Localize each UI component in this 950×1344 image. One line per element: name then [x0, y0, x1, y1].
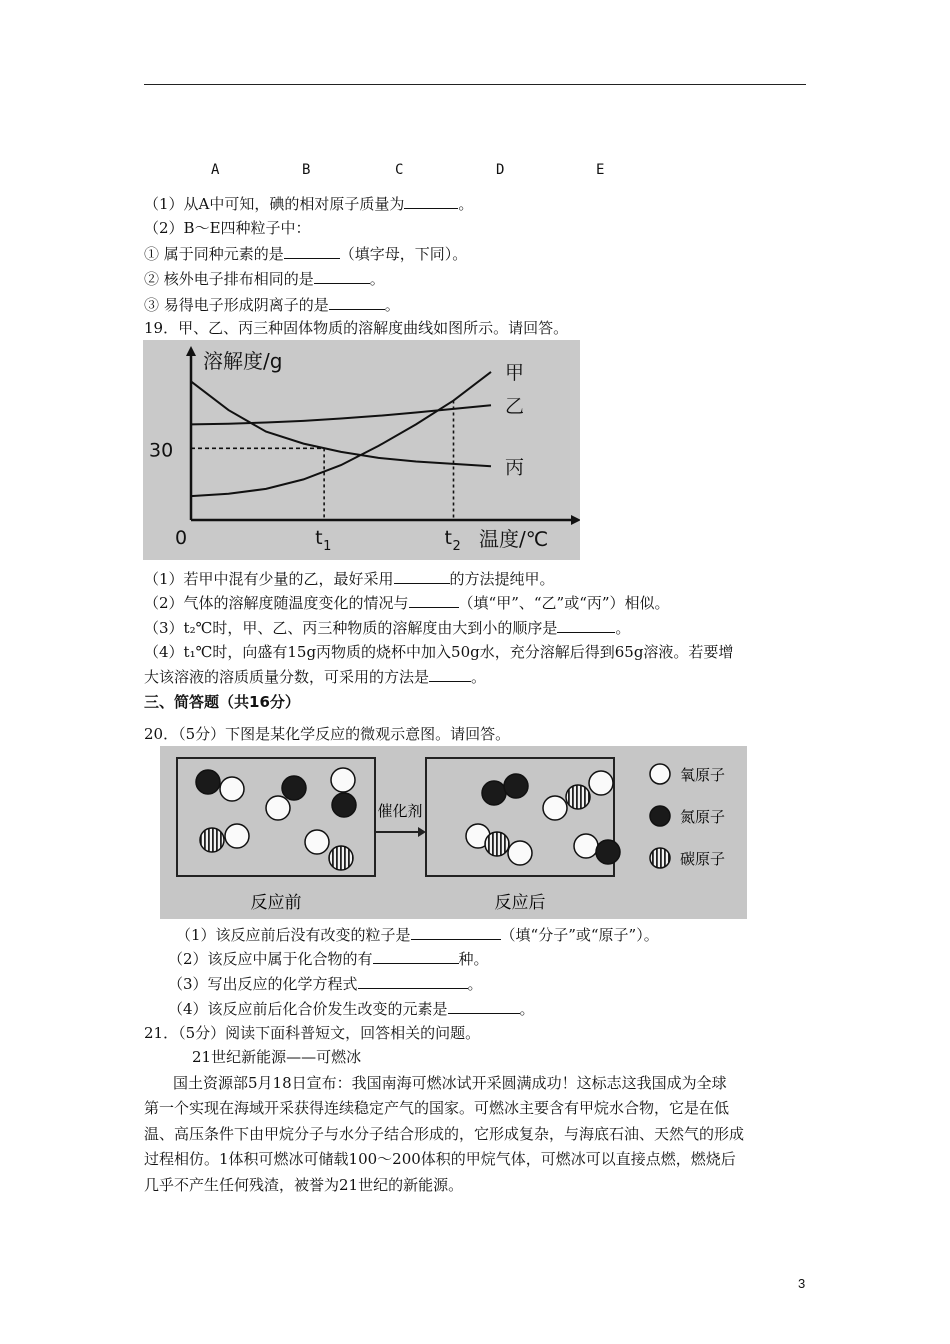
q21-line4: 过程相仿。1体积可燃冰可储载100～200体积的甲烷气体，可燃冰可以直接点燃，燃烧后: [144, 1150, 736, 1168]
oxygen-atom: [589, 771, 613, 795]
series-label-1: 乙: [505, 395, 525, 418]
solubility-chart: [143, 340, 580, 560]
q21-line1: 国土资源部5月18日宣布：我国南海可燃冰试开采圆满成功！这标志这我国成为全球: [173, 1074, 727, 1092]
legend: [650, 764, 725, 868]
oxygen-legend-icon: [650, 764, 670, 784]
x-axis-label: 温度/℃: [479, 527, 549, 551]
y-axis-label: 溶解度/g: [203, 349, 283, 373]
y-tick-30: 30: [149, 439, 174, 462]
nitrogen-atom: [282, 776, 306, 800]
oxygen-atom: [574, 834, 598, 858]
x-tick-t1: t: [315, 527, 323, 549]
x-tick-sub-2: 2: [452, 539, 461, 554]
page-number: 3: [798, 1276, 806, 1291]
q19-part4b: 大该溶液的溶质质量分数，可采用的方法是 。: [144, 668, 487, 686]
carbon-atom: [329, 846, 353, 870]
q19-part4: （4）t₁℃时，向盛有15g丙物质的烧杯中加入50g水，充分溶解后得到65g溶液。若要增: [144, 643, 734, 661]
before-label: 反应前: [250, 893, 302, 913]
carbon-atom: [200, 828, 224, 852]
legend-carbon: 碳原子: [680, 850, 726, 868]
q21-line2: 第一个实现在海域开采获得连续稳定产气的国家。可燃冰主要含有甲烷水合物，它是在低: [144, 1099, 730, 1117]
oxygen-atom: [331, 768, 355, 792]
origin-label: 0: [175, 527, 188, 549]
reaction-diagram: [160, 746, 747, 919]
legend-oxygen: 氧原子: [680, 766, 726, 784]
carbon-atom: [566, 785, 590, 809]
nitrogen-atom: [482, 781, 506, 805]
catalyst-label: 催化剂: [377, 802, 423, 820]
label-b: B: [302, 162, 311, 178]
q20-part1: （1）该反应前后没有改变的粒子是 （填“分子”或“原子”）。: [176, 926, 659, 944]
q20-stem: 20．（5分）下图是某化学反应的微观示意图。请回答。: [144, 725, 511, 743]
q18-part2b: ② 核外电子排布相同的是 。: [144, 270, 385, 288]
q19-part1: （1）若甲中混有少量的乙，最好采用 的方法提纯甲。: [144, 570, 555, 588]
x-tick-t2: t: [444, 527, 452, 549]
nitrogen-atom: [332, 793, 356, 817]
q21-title: 21世纪新能源——可燃冰: [192, 1048, 362, 1066]
q18-part2: （2）B～E四种粒子中：: [144, 219, 311, 237]
oxygen-atom: [305, 830, 329, 854]
oxygen-atom: [508, 841, 532, 865]
q18-part1: （1）从A中可知，碘的相对原子质量为 。: [144, 195, 474, 213]
oxygen-atom: [266, 796, 290, 820]
nitrogen-atom: [504, 774, 528, 798]
q19-part3: （3）t₂℃时，甲、乙、丙三种物质的溶解度由大到小的顺序是 。: [144, 619, 631, 637]
nitrogen-atom: [196, 770, 220, 794]
oxygen-atom: [220, 777, 244, 801]
label-a: A: [211, 162, 220, 178]
series-label-0: 甲: [505, 361, 525, 384]
carbon-atom: [485, 832, 509, 856]
q20-part2: （2）该反应中属于化合物的有 种。: [168, 950, 489, 968]
label-c: C: [395, 162, 404, 178]
q20-part3: （3）写出反应的化学方程式 。: [168, 975, 483, 993]
series-label-2: 丙: [505, 456, 525, 479]
q18-part2c: ③ 易得电子形成阴离子的是 。: [144, 296, 400, 314]
nitrogen-atom: [596, 840, 620, 864]
q18-part2a: ① 属于同种元素的是 （填字母，下同）。: [144, 245, 468, 263]
q21-line3: 温、高压条件下由甲烷分子与水分子结合形成的，它形成复杂，与海底石油、天然气的形成: [144, 1125, 745, 1143]
carbon-legend-icon: [650, 848, 670, 868]
after-label: 反应后: [494, 893, 546, 913]
q19-part2: （2）气体的溶解度随温度变化的情况与 （填“甲”、“乙”或“丙”）相似。: [144, 594, 670, 612]
section-3-heading: 三、简答题（共16分）: [144, 693, 300, 711]
label-d: D: [496, 162, 505, 178]
q20-part4: （4）该反应前后化合价发生改变的元素是 。: [168, 1000, 535, 1018]
header-rule: [144, 84, 806, 85]
legend-nitrogen: 氮原子: [680, 808, 726, 826]
oxygen-atom: [543, 796, 567, 820]
nitrogen-legend-icon: [650, 806, 670, 826]
x-tick-sub-1: 1: [323, 539, 332, 554]
q21-line5: 几乎不产生任何残渣，被誉为21世纪的新能源。: [144, 1176, 464, 1194]
label-e: E: [596, 162, 605, 178]
oxygen-atom: [225, 824, 249, 848]
q21-stem: 21．（5分）阅读下面科普短文，回答相关的问题。: [144, 1024, 481, 1042]
q19-stem: 19．甲、乙、丙三种固体物质的溶解度曲线如图所示。请回答。: [144, 319, 569, 337]
